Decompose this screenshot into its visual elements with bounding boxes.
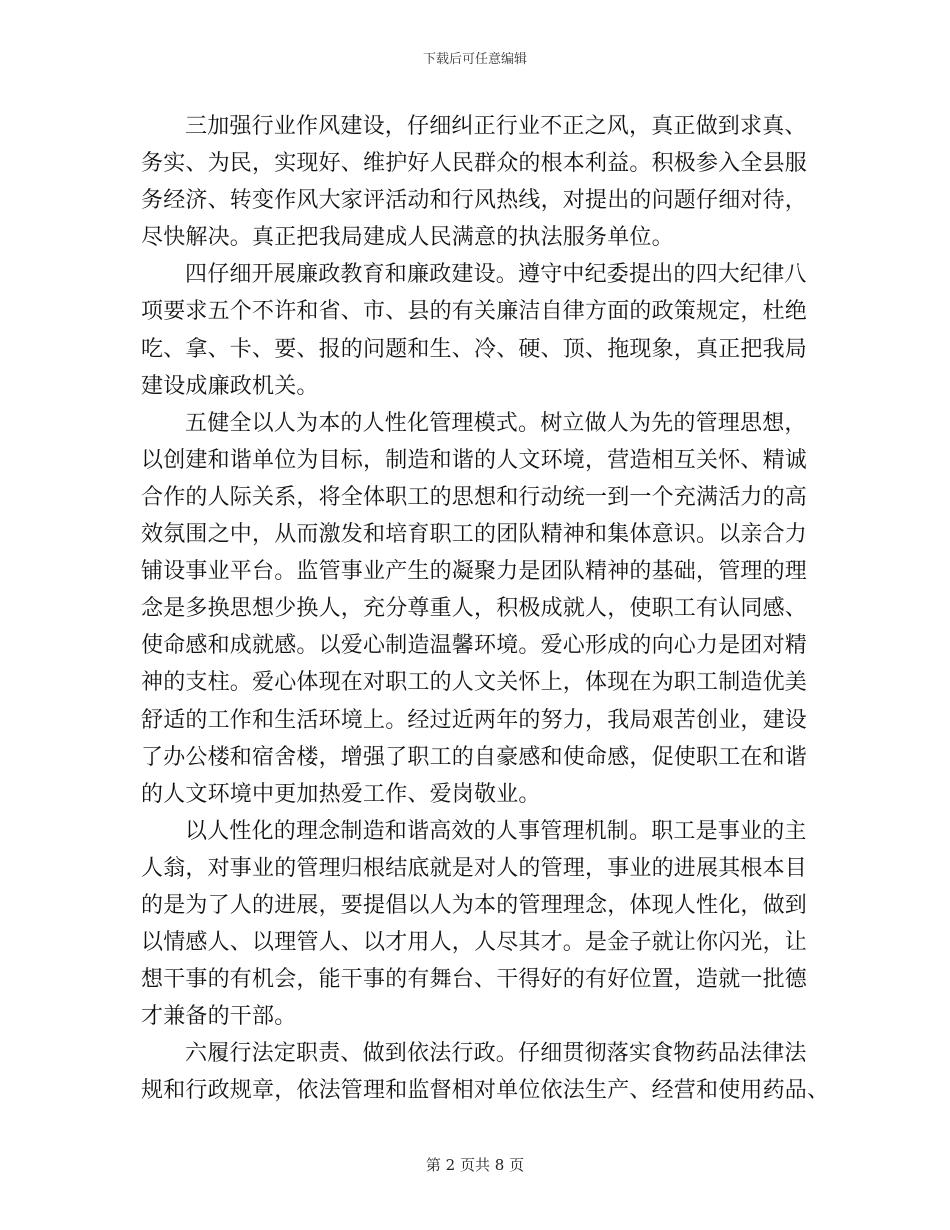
paragraph-6 — [141, 1035, 830, 1109]
paragraph-line: 以情感人、以理管人、以才用人，人尽其才。是金子就让你闪光，让 — [141, 930, 808, 956]
paragraph-line: 的人文环境中更加热爱工作、爱岗敬业。 — [141, 781, 541, 807]
paragraph-line: 效氛围之中，从而激发和培育职工的团队精神和集体意识。以亲合力 — [141, 522, 808, 548]
paragraph-3 — [141, 108, 809, 256]
paragraph-4 — [141, 256, 809, 404]
paragraph-line: 合作的人际关系，将全体职工的思想和行动统一到一个充满活力的高 — [141, 484, 808, 510]
paragraph-line: 务经济、转变作风大家评活动和行风热线，对提出的问题仔细对待， — [141, 188, 808, 214]
paragraph-line: 铺设事业平台。监管事业产生的凝聚力是团队精神的基础，管理的理 — [141, 559, 808, 585]
paragraph-line: 了办公楼和宿舍楼，增强了职工的自豪感和使命感，促使职工在和谐 — [141, 744, 808, 770]
paragraph-line: 以人性化的理念制造和谐高效的人事管理机制。职工是事业的主 — [185, 818, 807, 844]
paragraph-line: 四仔细开展廉政教育和廉政建设。遵守中纪委提出的四大纪律八 — [185, 262, 807, 288]
paragraph-line: 五健全以人为本的人性化管理模式。树立做人为先的管理思想， — [185, 410, 807, 436]
document-body — [141, 108, 830, 1110]
paragraph-line: 六履行法定职责、做到依法行政。仔细贯彻落实食物药品法律法 — [185, 1041, 807, 1067]
paragraph-line: 人翁，对事业的管理归根结底就是对人的管理，事业的进展其根本目 — [141, 855, 808, 881]
paragraph-line: 使命感和成就感。以爱心制造温馨环境。爱心形成的向心力是团对精 — [141, 633, 808, 659]
paragraph-line: 务实、为民，实现好、维护好人民群众的根本利益。积极参入全县服 — [141, 151, 808, 177]
paragraph-line: 项要求五个不许和省、市、县的有关廉洁自律方面的政策规定，杜绝 — [141, 299, 808, 325]
paragraph-line: 尽快解决。真正把我局建成人民满意的执法服务单位。 — [141, 225, 674, 251]
paragraph-line: 规和行政规章，依法管理和监督相对单位依法生产、经营和使用药品、 — [141, 1078, 830, 1104]
paragraph-line: 建设成廉政机关。 — [141, 373, 319, 399]
paragraph-line: 吃、拿、卡、要、报的问题和生、冷、硬、顶、拖现象，真正把我局 — [141, 336, 808, 362]
paragraph-line: 舒适的工作和生活环境上。经过近两年的努力，我局艰苦创业，建设 — [141, 707, 808, 733]
paragraph-line: 以创建和谐单位为目标，制造和谐的人文环境，营造相互关怀、精诚 — [141, 447, 808, 473]
paragraph-line: 的是为了人的进展，要提倡以人为本的管理理念，体现人性化，做到 — [141, 892, 808, 918]
page-header: 下载后可任意编辑 — [422, 52, 527, 67]
paragraph-humanized-management — [141, 813, 809, 1036]
page-footer: 第 2 页共 8 页 — [425, 1156, 525, 1174]
paragraph-line: 三加强行业作风建设，仔细纠正行业不正之风，真正做到求真、 — [185, 114, 807, 139]
paragraph-line: 念是多换思想少换人，充分尊重人，积极成就人，使职工有认同感、 — [141, 596, 808, 622]
paragraph-line: 神的支柱。爱心体现在对职工的人文关怀上，体现在为职工制造优美 — [141, 670, 808, 696]
paragraph-5 — [141, 405, 809, 813]
paragraph-line: 想干事的有机会，能干事的有舞台、干得好的有好位置，造就一批德 — [141, 967, 808, 993]
paragraph-line: 才兼备的干部。 — [141, 1004, 297, 1030]
